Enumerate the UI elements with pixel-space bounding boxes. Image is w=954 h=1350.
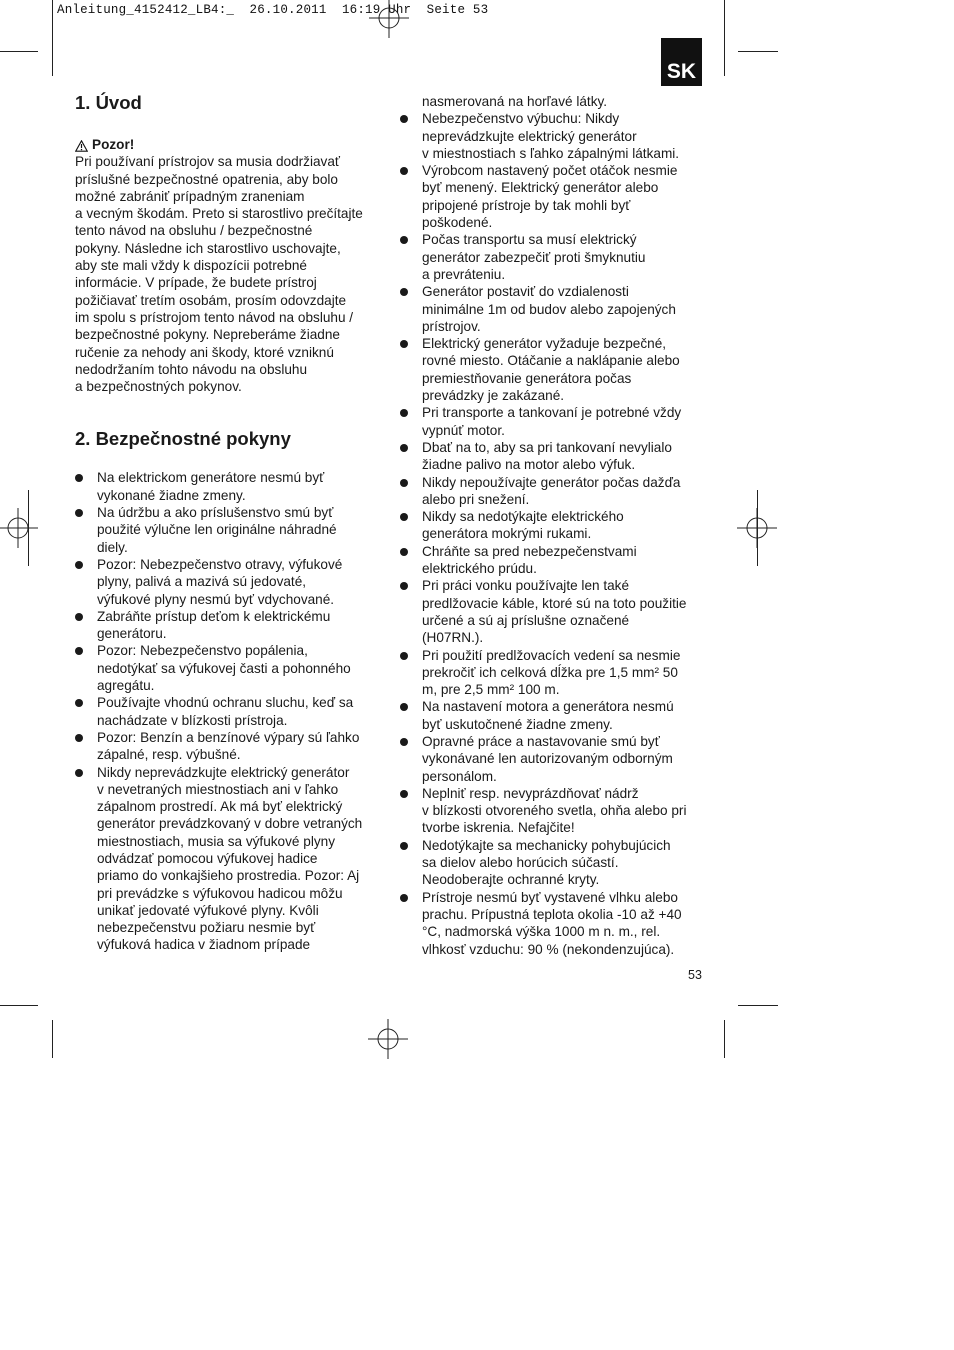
safety-item-line: agregátu. bbox=[97, 678, 155, 694]
continued-text: nasmerovaná na horľavé látky. bbox=[422, 94, 608, 109]
safety-item-line: sa dielov alebo horúcich súčastí. bbox=[422, 855, 619, 871]
bullet-icon bbox=[75, 699, 83, 707]
safety-item-line: predlžovacie káble, ktoré sú na toto použitie bbox=[422, 595, 687, 611]
section-title-safety: 2. Bezpečnostné pokyny bbox=[75, 428, 291, 450]
safety-item-line: Neplniť resp. nevyprázdňovať nádrž bbox=[422, 785, 639, 801]
safety-item-line: Chráňte sa pred nebezpečenstvami bbox=[422, 543, 637, 559]
safety-item-line: žiadne palivo na motor alebo výfuk. bbox=[422, 457, 636, 473]
safety-item-line: plyny, palivá a mazivá sú jedovaté, bbox=[97, 574, 307, 590]
crop-mark bbox=[52, 0, 53, 76]
safety-item-line: tvorbe iskrenia. Nefajčite! bbox=[422, 820, 575, 836]
safety-list-item bbox=[75, 694, 380, 729]
safety-item-line: určené a sú aj príslušne označené bbox=[422, 612, 630, 628]
safety-list-item bbox=[400, 162, 705, 231]
safety-item-line: vykonávané len autorizovaným odborným bbox=[422, 751, 673, 767]
bullet-icon bbox=[75, 509, 83, 517]
safety-list-item bbox=[400, 733, 705, 785]
bullet-icon bbox=[400, 548, 408, 556]
safety-item-line: priamo do vonkajšieho prostredia. Pozor: Aj bbox=[97, 868, 360, 884]
safety-item-line: vypnúť motor. bbox=[422, 422, 505, 438]
intro-line: možné zabrániť prípadným zraneniam bbox=[75, 188, 305, 204]
intro-line: tento návod na obsluhu / bezpečnostné bbox=[75, 223, 313, 239]
bullet-icon bbox=[400, 894, 408, 902]
safety-item-line: Nikdy neprevádzkujte elektrický generátor bbox=[97, 764, 350, 780]
safety-item-line: Nikdy sa nedotýkajte elektrického bbox=[422, 509, 624, 525]
safety-list-item bbox=[400, 335, 705, 404]
safety-list-item bbox=[400, 404, 705, 439]
safety-list-item bbox=[400, 474, 705, 509]
bullet-icon bbox=[400, 790, 408, 798]
safety-item-line: prevádzky je zakázané. bbox=[422, 388, 565, 404]
intro-paragraph bbox=[75, 153, 380, 395]
safety-item-line: neprevádzkujte elektrický generátor bbox=[422, 128, 637, 144]
language-tab: SK bbox=[661, 38, 702, 86]
intro-line: ručenie za nehody ani škody, ktoré vzniknú bbox=[75, 344, 334, 360]
safety-item-line: unikať jedovaté výfukové plyny. Kvôli bbox=[97, 902, 319, 918]
registration-mark-icon bbox=[737, 508, 777, 548]
safety-item-line: nedotýkať sa výfukovej časti a pohonného bbox=[97, 660, 351, 676]
safety-list-item bbox=[75, 469, 380, 504]
crop-mark bbox=[52, 1020, 53, 1058]
safety-item-line: premiestňovanie generátora počas bbox=[422, 370, 632, 386]
safety-item-line: Pri transporte a tankovaní je potrebné vždy bbox=[422, 405, 682, 421]
safety-item-line: Zabráňte prístup deťom k elektrickému bbox=[97, 608, 331, 624]
safety-item-line: odvádzať pomocou výfukovej hadice bbox=[97, 850, 318, 866]
safety-item-line: Elektrický generátor vyžaduje bezpečné, bbox=[422, 336, 667, 352]
safety-item-line: Generátor postaviť do vzdialenosti bbox=[422, 284, 629, 300]
safety-item-line: Pozor: Benzín a benzínové výpary sú ľahko bbox=[97, 729, 360, 745]
bullet-icon bbox=[75, 561, 83, 569]
safety-list-left bbox=[75, 469, 380, 953]
safety-item-line: Na nastavení motora a generátora nesmú bbox=[422, 699, 674, 715]
safety-list-item bbox=[75, 764, 380, 954]
safety-list-item bbox=[75, 642, 380, 694]
section-title-intro: 1. Úvod bbox=[75, 92, 142, 113]
safety-item-line: Nebezpečenstvo výbuchu: Nikdy bbox=[422, 111, 620, 127]
safety-item-line: Počas transportu sa musí elektrický bbox=[422, 232, 637, 248]
bullet-icon bbox=[75, 474, 83, 482]
bullet-icon bbox=[400, 340, 408, 348]
bullet-icon bbox=[75, 734, 83, 742]
intro-line: a vecným škodám. Preto si starostlivo prečítajte bbox=[75, 206, 363, 222]
safety-list-item bbox=[400, 785, 705, 837]
safety-item-line: nebezpečenstvu požiaru nesmie byť bbox=[97, 920, 316, 936]
safety-item-line: personálom. bbox=[422, 768, 497, 784]
safety-item-line: Na elektrickom generátore nesmú byť bbox=[97, 470, 325, 486]
registration-mark-icon bbox=[369, 0, 409, 38]
safety-item-line: prachu. Prípustná teplota okolia -10 až +40 bbox=[422, 906, 682, 922]
safety-item-line: Prístroje nesmú byť vystavené vlhku alebo bbox=[422, 889, 678, 905]
safety-list-item bbox=[400, 577, 705, 646]
crop-mark bbox=[738, 1005, 778, 1006]
page-number: 53 bbox=[688, 968, 702, 982]
safety-item-line: Používajte vhodnú ochranu sluchu, keď sa bbox=[97, 695, 354, 711]
safety-item-line: Na údržbu a ako príslušenstvo smú byť bbox=[97, 505, 334, 521]
safety-item-line: poškodené. bbox=[422, 215, 493, 231]
right-column bbox=[400, 93, 705, 958]
safety-item-line: prekročiť ich celková dĺžka pre 1,5 mm² 50 bbox=[422, 664, 678, 680]
safety-item-line: Pri použití predlžovacích vedení sa nesmie bbox=[422, 647, 681, 663]
safety-item-line: elektrického prúdu. bbox=[422, 561, 537, 577]
safety-list-item bbox=[75, 556, 380, 608]
crop-mark bbox=[738, 51, 778, 52]
safety-item-line: pripojené prístroje by tak mohli byť bbox=[422, 197, 631, 213]
safety-list-item bbox=[400, 439, 705, 474]
bullet-icon bbox=[400, 236, 408, 244]
safety-list-item bbox=[400, 543, 705, 578]
left-column bbox=[75, 92, 380, 954]
warning-label: Pozor! bbox=[92, 137, 135, 152]
intro-line: informácie. V prípade, že budete prístroj bbox=[75, 275, 317, 291]
intro-line: pokyny. Následne ich starostlivo uschovajte, bbox=[75, 240, 341, 256]
safety-item-line: vlhkosť vzduchu: 90 % (nekondenzujúca). bbox=[422, 941, 675, 957]
safety-item-line: a prevráteniu. bbox=[422, 266, 506, 282]
intro-line: Pri používaní prístrojov sa musia dodržiavať bbox=[75, 154, 341, 170]
safety-item-line: zápalné, resp. výbušné. bbox=[97, 747, 241, 763]
intro-line: im spolu s prístrojom tento návod na obsluhu / bbox=[75, 309, 354, 325]
safety-item-line: Výrobcom nastavený počet otáčok nesmie bbox=[422, 163, 678, 179]
crop-mark bbox=[0, 51, 38, 52]
safety-item-line: zápalnom prostredí. Ak má byť elektrický bbox=[97, 799, 343, 815]
registration-mark-icon bbox=[0, 508, 38, 548]
bullet-icon bbox=[400, 513, 408, 521]
safety-item-line: byť uskutočnené žiadne zmeny. bbox=[422, 716, 613, 732]
bullet-icon bbox=[75, 647, 83, 655]
safety-list-item bbox=[75, 608, 380, 643]
intro-line: príslušné bezpečnostné opatrenia, aby bolo bbox=[75, 171, 338, 187]
safety-list-item bbox=[400, 508, 705, 543]
bullet-icon bbox=[75, 769, 83, 777]
safety-list-item bbox=[400, 110, 705, 162]
safety-item-line: minimálne 1m od budov alebo zapojených bbox=[422, 301, 676, 317]
safety-item-line: miestnostiach, musia sa výfukové plyny bbox=[97, 833, 335, 849]
registration-mark-icon bbox=[368, 1019, 408, 1059]
warning-triangle-icon bbox=[75, 139, 88, 151]
crop-mark bbox=[0, 1005, 38, 1006]
safety-item-line: nachádzate v blízkosti prístroja. bbox=[97, 712, 288, 728]
safety-item-line: °C, nadmorská výška 1000 m n. m., rel. bbox=[422, 924, 661, 940]
intro-line: bezpečnostné pokyny. Nepreberáme žiadne bbox=[75, 327, 340, 343]
safety-list-right bbox=[400, 110, 705, 958]
safety-item-line: Nikdy nepoužívajte generátor počas dažďa bbox=[422, 474, 681, 490]
bullet-icon bbox=[400, 842, 408, 850]
safety-item-line: generátor prevádzkovaný v dobre vetraných bbox=[97, 816, 363, 832]
safety-item-line: alebo pri snežení. bbox=[422, 491, 530, 507]
safety-item-line: vykonané žiadne zmeny. bbox=[97, 487, 246, 503]
bullet-icon bbox=[400, 738, 408, 746]
safety-list-item bbox=[75, 504, 380, 556]
bullet-icon bbox=[400, 288, 408, 296]
bullet-icon bbox=[75, 613, 83, 621]
safety-item-line: Pozor: Nebezpečenstvo otravy, výfukové bbox=[97, 556, 343, 572]
safety-list-item bbox=[400, 837, 705, 889]
intro-line: a bezpečnostných pokynov. bbox=[75, 379, 242, 395]
safety-item-line: výfukové plyny nesmú byť vdychované. bbox=[97, 591, 335, 607]
safety-item-line: generátor zabezpečiť proti šmyknutiu bbox=[422, 249, 646, 265]
safety-item-line: pri prevádzke s výfukovou hadicou môžu bbox=[97, 885, 343, 901]
crop-mark bbox=[724, 1020, 725, 1058]
bullet-icon bbox=[400, 115, 408, 123]
bullet-icon bbox=[400, 652, 408, 660]
safety-item-line: Nedotýkajte sa mechanicky pohybujúcich bbox=[422, 837, 671, 853]
safety-item-line: rovné miesto. Otáčanie a naklápanie alebo bbox=[422, 353, 680, 369]
bullet-icon bbox=[400, 444, 408, 452]
safety-item-line: použité výlučne len originálne náhradné bbox=[97, 522, 337, 538]
crop-mark bbox=[724, 0, 725, 76]
safety-item-line: (H07RN.). bbox=[422, 630, 484, 646]
bullet-icon bbox=[400, 479, 408, 487]
intro-line: požičiavať tretím osobám, prosím odovzdajte bbox=[75, 292, 347, 308]
bullet-icon bbox=[400, 167, 408, 175]
warning-heading bbox=[75, 136, 380, 153]
safety-item-line: výfuková hadica v žiadnom prípade bbox=[97, 937, 311, 953]
safety-item-line: Neodoberajte ochranné kryty. bbox=[422, 872, 600, 888]
safety-item-line: v nevetraných miestnostiach ani v ľahko bbox=[97, 781, 339, 797]
safety-item-line: Pri práci vonku používajte len také bbox=[422, 578, 630, 594]
safety-list-item bbox=[400, 283, 705, 335]
safety-list-item bbox=[400, 231, 705, 283]
safety-list-item bbox=[400, 889, 705, 958]
safety-item-line: generátora mokrými rukami. bbox=[422, 526, 592, 542]
safety-item-line: prístrojov. bbox=[422, 318, 481, 334]
intro-line: nedodržaním tohto návodu na obsluhu bbox=[75, 361, 308, 377]
safety-item-line: Opravné práce a nastavovanie smú byť bbox=[422, 733, 660, 749]
bullet-icon bbox=[400, 582, 408, 590]
bullet-icon bbox=[400, 409, 408, 417]
safety-list-item bbox=[400, 647, 705, 699]
safety-item-line: byť menený. Elektrický generátor alebo bbox=[422, 180, 659, 196]
safety-item-line: Pozor: Nebezpečenstvo popálenia, bbox=[97, 643, 308, 659]
safety-item-line: diely. bbox=[97, 539, 128, 555]
safety-item-line: Dbať na to, aby sa pri tankovaní nevylialo bbox=[422, 439, 672, 455]
safety-item-line: v miestnostiach s ľahko zápalnými látkami. bbox=[422, 145, 680, 161]
safety-list-item bbox=[75, 729, 380, 764]
safety-list-item bbox=[400, 698, 705, 733]
intro-line: aby ste mali vždy k dispozícii potrebné bbox=[75, 258, 307, 274]
safety-item-line: m, pre 2,5 mm² 100 m. bbox=[422, 682, 560, 698]
safety-item-line: v blízkosti otvoreného svetla, ohňa alebo pri bbox=[422, 803, 687, 819]
bullet-icon bbox=[400, 703, 408, 711]
safety-item-line: generátoru. bbox=[97, 626, 167, 642]
print-slug-header: Anleitung_4152412_LB4:_ 26.10.2011 16:19 Uhr Seite 53 bbox=[57, 3, 489, 17]
